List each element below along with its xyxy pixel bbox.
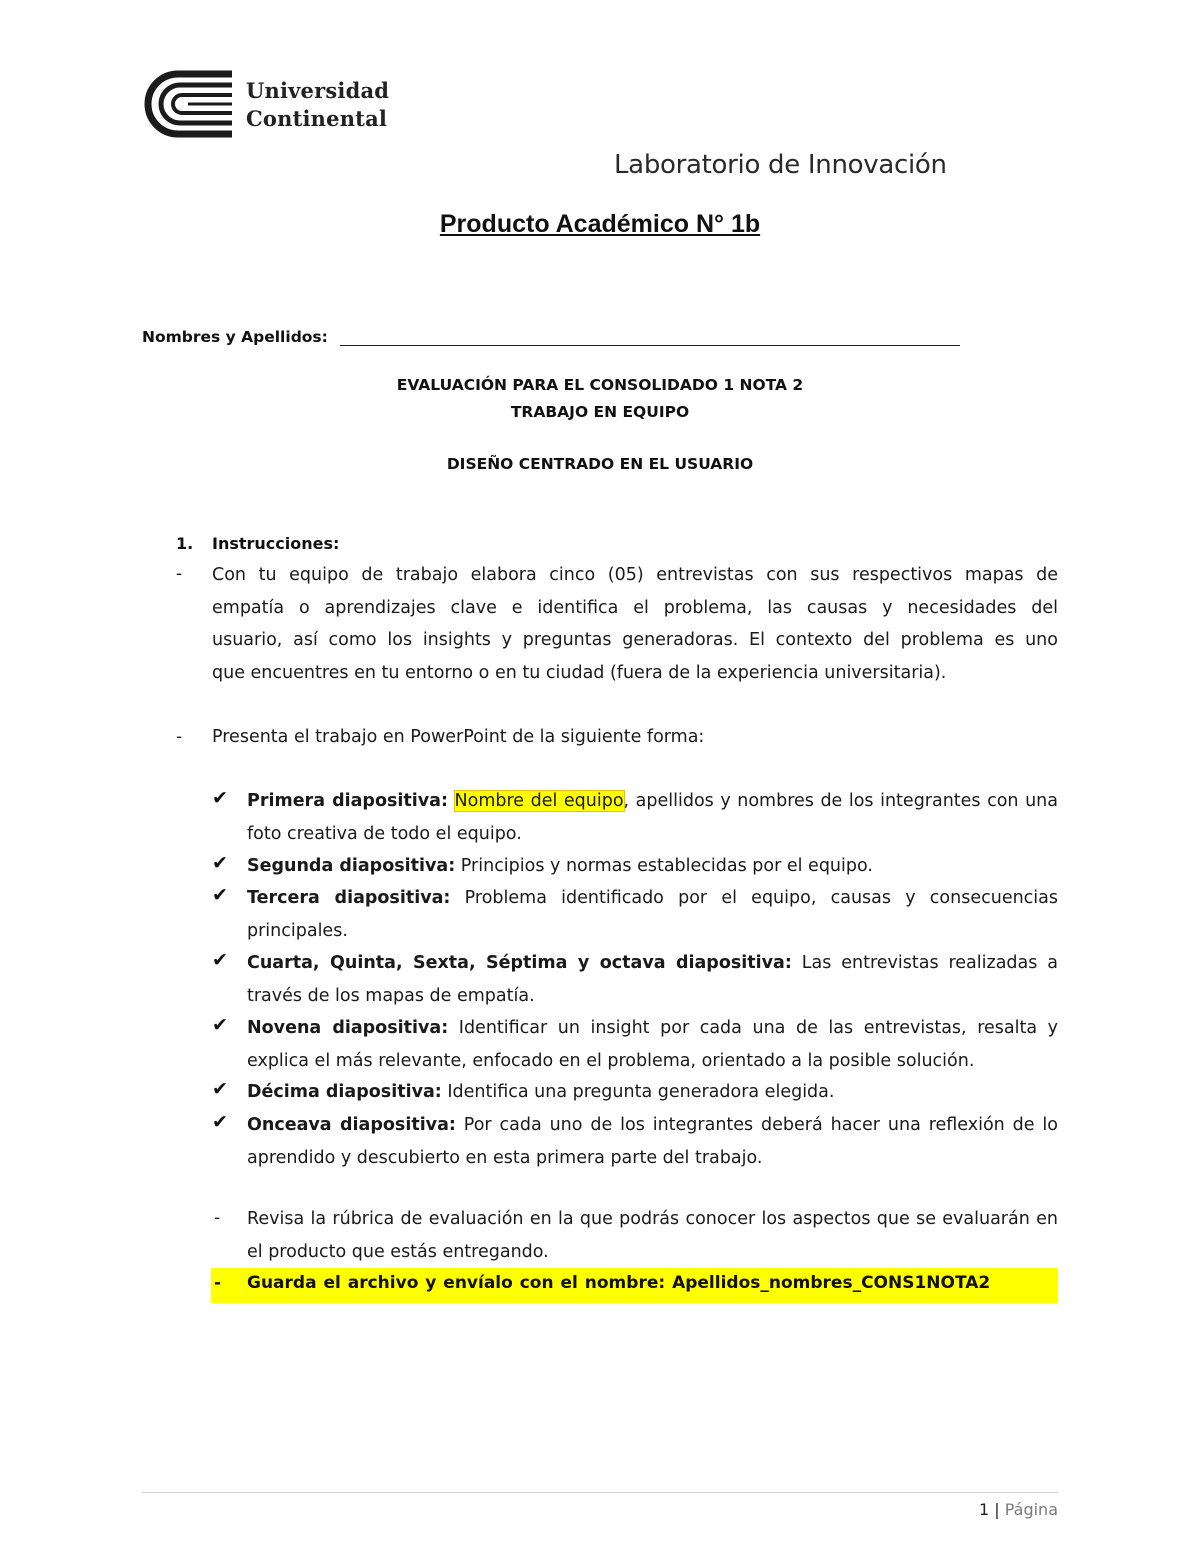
- slide-item-6: [247, 1076, 1058, 1109]
- subject-heading: DISEÑO CENTRADO EN EL USUARIO: [446, 455, 754, 473]
- dash-marker: -: [214, 1208, 221, 1228]
- check-icon: ✔: [212, 1078, 228, 1100]
- section-number: 1.: [176, 534, 194, 553]
- slide-3-text: Problema identificado por el equipo, causas y consecuencias principales.: [247, 888, 1059, 941]
- slide-item-7: [247, 1109, 1058, 1174]
- team-work-heading: TRABAJO EN EQUIPO: [510, 403, 690, 421]
- check-icon: ✔: [212, 949, 228, 971]
- evaluation-heading: EVALUACIÓN PARA EL CONSOLIDADO 1 NOTA 2: [396, 376, 804, 394]
- slide-item-2: [247, 850, 1058, 883]
- instruction-1: [212, 559, 1058, 689]
- instruction-2: Presenta el trabajo en PowerPoint de la siguiente forma:: [212, 727, 705, 747]
- section-title: Instrucciones:: [212, 534, 340, 553]
- slide-1-text: , apellidos y nombres de los integrantes con una foto creativa de todo el equipo.: [247, 791, 1058, 844]
- page-separator: |: [994, 1500, 1000, 1519]
- slide-7-label: Onceava diapositiva:: [247, 1115, 456, 1135]
- slide-item-3: [247, 882, 1058, 947]
- instruction-1-line-1: Con tu equipo de trabajo elabora cinco (05) entrevistas con sus respectivos mapas de: [212, 565, 1058, 585]
- instruction-1-line-2: empatía o aprendizajes clave e identifica el problema, las causas y necesidades del: [212, 597, 1058, 618]
- page-footer: [900, 1500, 1058, 1519]
- check-icon: ✔: [212, 884, 228, 906]
- slide-3-label: Tercera diapositiva:: [247, 888, 451, 908]
- check-icon: ✔: [212, 1111, 228, 1133]
- name-field-label: Nombres y Apellidos:: [142, 328, 328, 346]
- slide-6-label: Décima diapositiva:: [247, 1082, 442, 1102]
- page-number: 1: [978, 1500, 990, 1519]
- logo-line-2: Continental: [246, 106, 388, 131]
- slide-5-label: Novena diapositiva:: [247, 1018, 449, 1038]
- slide-item-5: [247, 1012, 1058, 1077]
- name-field: [142, 328, 962, 350]
- instruction-3: Revisa la rúbrica de evaluación en la que podrás conocer los aspectos que se evaluarán en el producto que estás entregando.: [247, 1209, 1058, 1262]
- instruction-1-line-3: usuario, así como los insights y preguntas generadoras. El contexto del problema es uno: [212, 630, 1058, 650]
- slide-item-4: [247, 947, 1058, 1012]
- slide-2-label: Segunda diapositiva:: [247, 856, 456, 876]
- check-icon: ✔: [212, 787, 228, 809]
- instruction-1-line-4: que encuentres en tu entorno o en tu ciudad (fuera de la experiencia universitaria).: [212, 662, 947, 683]
- slide-7-text: Por cada uno de los integrantes deberá hacer una reflexión de lo aprendido y descubierto en esta primera parte del trabajo.: [247, 1115, 1058, 1168]
- slide-1-highlight: Nombre del equipo: [454, 791, 624, 811]
- lab-title: Laboratorio de Innovación: [614, 150, 947, 180]
- document-title: Producto Académico N° 1b: [439, 210, 761, 238]
- check-icon: ✔: [212, 852, 228, 874]
- slide-6-text: Identifica una pregunta generadora elegida.: [441, 1082, 835, 1102]
- dash-marker: -: [214, 1273, 222, 1293]
- dash-marker: -: [176, 727, 183, 747]
- final-instruction: Guarda el archivo y envíalo con el nombre: Apellidos_nombres_CONS1NOTA2: [247, 1273, 991, 1293]
- slide-5-text: Identificar un insight por cada una de las entrevistas, resalta y explica el más relevante, enfocado en el problema, orientado a la posible solución.: [247, 1018, 1058, 1071]
- logo-emblem-icon: [144, 70, 236, 138]
- slide-2-text: Principios y normas establecidas por el equipo.: [455, 856, 873, 876]
- name-field-line[interactable]: [340, 345, 960, 346]
- slide-item-1: [247, 785, 1058, 850]
- check-icon: ✔: [212, 1014, 228, 1036]
- logo-line-1: Universidad: [246, 78, 390, 103]
- slide-4-label: Cuarta, Quinta, Sexta, Séptima y octava diapositiva:: [247, 953, 792, 973]
- slide-1-label: Primera diapositiva:: [247, 791, 448, 811]
- page-word: Página: [1004, 1500, 1058, 1519]
- slide-4-text: Las entrevistas realizadas a través de los mapas de empatía.: [247, 953, 1058, 1006]
- dash-marker: -: [176, 564, 183, 584]
- university-logo: [144, 70, 390, 138]
- footer-divider: [142, 1492, 1058, 1493]
